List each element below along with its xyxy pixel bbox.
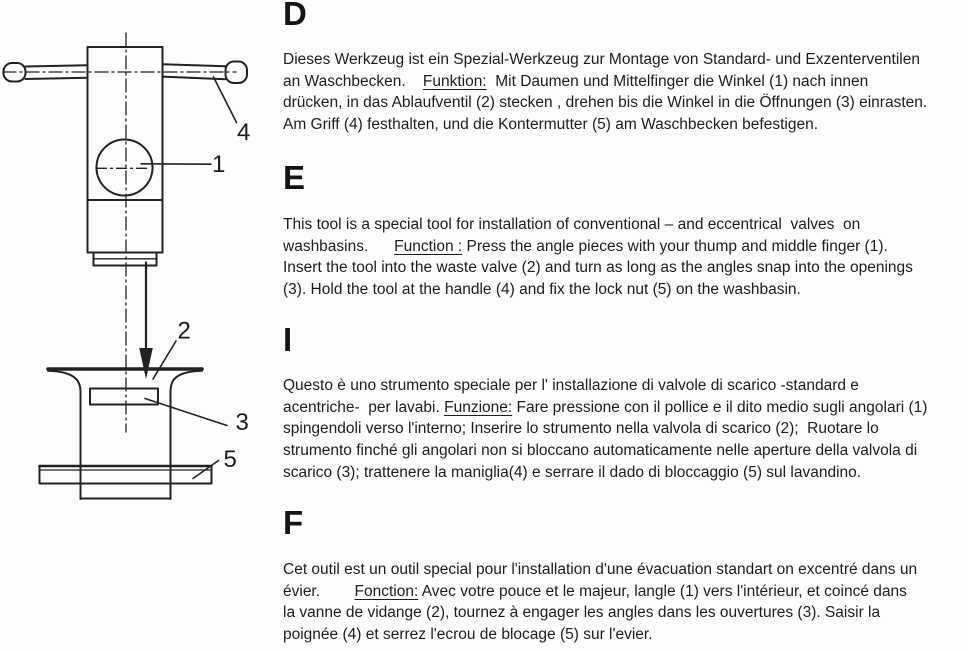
section-paragraph-F bbox=[283, 559, 917, 646]
figure-label-4: 4 bbox=[237, 119, 251, 146]
text-line: acentriche- per lavabi. Funzione: Fare pressione con il pollice e il dito medio sugli angolari (1) bbox=[283, 398, 928, 416]
section-paragraph-I bbox=[283, 375, 927, 484]
tool-body bbox=[88, 47, 163, 253]
valve-right-wall bbox=[171, 371, 203, 499]
text-line: an Waschbecken. Funktion: Mit Daumen und Mittelfinger die Winkel (1) nach innen bbox=[283, 72, 869, 90]
insertion-arrow-head bbox=[139, 348, 153, 379]
text-line: Questo è uno strumento speciale per l' installazione di valvole di scarico -standard e bbox=[283, 377, 859, 394]
text-line: poignée (4) et serrez l'ecrou de blocage (5) sur l'evier. bbox=[283, 626, 653, 644]
leader-3 bbox=[145, 399, 227, 426]
tool-diagram bbox=[0, 0, 280, 651]
tool-body-circle bbox=[97, 140, 153, 196]
section-heading-I: I bbox=[283, 321, 293, 358]
text-line: la vanne de vidange (2), tournez à engager les angles dans les ouvertures (3). Saisir la bbox=[283, 604, 881, 622]
text-line: Am Griff (4) festhalten, und die Kontermutter (5) am Waschbecken befestigen. bbox=[283, 116, 818, 134]
figure-label-5: 5 bbox=[223, 446, 237, 473]
section-heading-D: D bbox=[283, 0, 308, 32]
text-line: Insert the tool into the waste valve (2) and turn as long as the angles snap into the openings bbox=[283, 259, 913, 277]
section-heading-F: F bbox=[283, 504, 304, 541]
valve-left-wall bbox=[48, 371, 81, 499]
instructions-column bbox=[283, 0, 968, 651]
lock-nut bbox=[40, 466, 212, 484]
text-line: strumento finché gli angolari non si bloccano automaticamente nelle aperture della valvola di bbox=[283, 442, 918, 460]
text-line: Dieses Werkzeug ist ein Spezial-Werkzeug zur Montage von Standard- und Exzenterventilen bbox=[283, 51, 920, 68]
leader-2 bbox=[153, 341, 176, 379]
text-line: Cet outil est un outil special pour l'installation d'une évacuation standart on excentré dans un bbox=[283, 561, 918, 578]
valve-opening-slot bbox=[90, 389, 158, 405]
section-paragraph-D bbox=[283, 49, 927, 136]
text-line: (3). Hold the tool at the handle (4) and fix the lock nut (5) on the washbasin. bbox=[283, 281, 801, 299]
figure-label-1: 1 bbox=[212, 151, 226, 178]
text-line: scarico (3); trattenere la maniglia(4) e serrare il dado di bloccaggio (5) sul lavandino. bbox=[283, 463, 862, 481]
text-line: évier. Fonction: Avec votre pouce et le majeur, langle (1) vers l'intérieur, et coincé dans bbox=[283, 582, 907, 600]
text-line: drücken, in das Ablaufventil (2) stecken , drehen bis die Winkel in die Öffnungen (3) einrasten. bbox=[283, 94, 928, 112]
text-line: washbasins. Function : Press the angle pieces with your thump and middle finger (1). bbox=[283, 237, 888, 255]
figure-label-2: 2 bbox=[177, 317, 191, 345]
figure-label-3: 3 bbox=[235, 409, 249, 436]
text-line: spingendoli verso l'interno; Inserire lo strumento nella valvola di scarico (2); Ruotare lo bbox=[283, 420, 879, 438]
section-paragraph-E bbox=[283, 214, 913, 301]
section-heading-E: E bbox=[283, 159, 306, 196]
text-line: This tool is a special tool for installation of conventional – and eccentrical valves on bbox=[283, 216, 861, 233]
